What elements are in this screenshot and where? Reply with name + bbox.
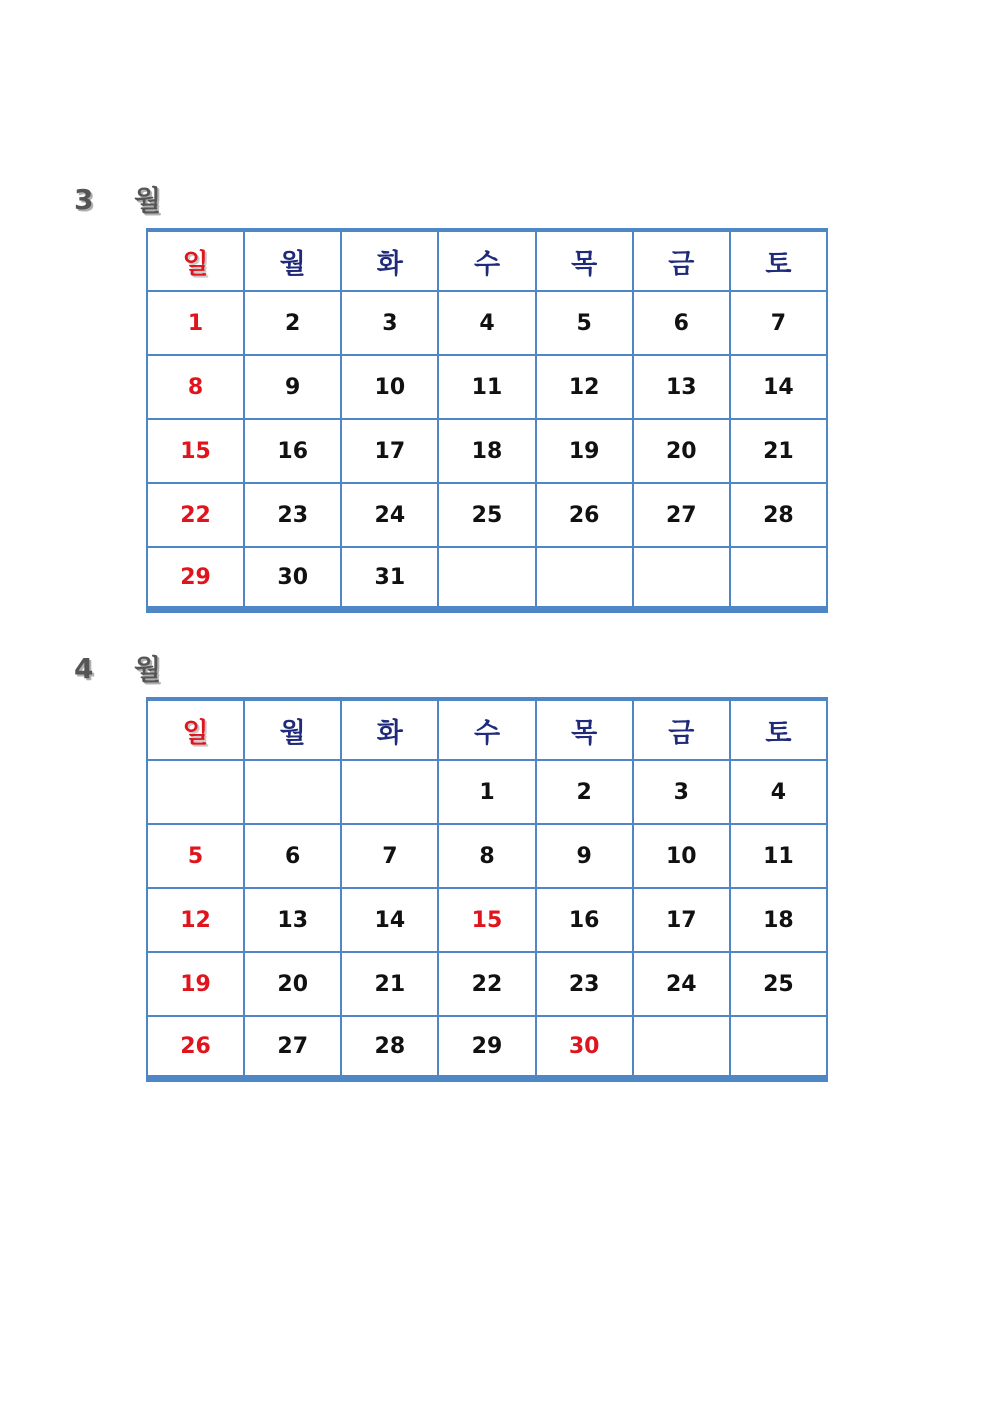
day-cell: 11 — [730, 824, 827, 888]
weekday-wed: 수 — [438, 699, 535, 760]
day-cell: 20 — [633, 419, 730, 483]
day-cell: 8 — [438, 824, 535, 888]
week-row — [147, 952, 827, 1016]
day-cell: 9 — [244, 355, 341, 419]
weekday-sun: 일 — [147, 699, 244, 760]
day-cell: 2 — [244, 291, 341, 355]
empty-day-cell — [438, 547, 535, 610]
weekday-tue: 화 — [341, 699, 438, 760]
week-row — [147, 888, 827, 952]
day-cell: 3 — [633, 760, 730, 824]
day-cell: 18 — [730, 888, 827, 952]
day-cell: 30 — [244, 547, 341, 610]
day-cell: 6 — [244, 824, 341, 888]
day-cell: 16 — [244, 419, 341, 483]
day-cell: 24 — [633, 952, 730, 1016]
empty-day-cell — [244, 760, 341, 824]
week-row — [147, 355, 827, 419]
day-cell: 4 — [730, 760, 827, 824]
month-unit: 월 — [134, 653, 162, 686]
day-cell: 13 — [244, 888, 341, 952]
weekday-tue: 화 — [341, 230, 438, 291]
day-cell: 2 — [536, 760, 633, 824]
empty-day-cell — [730, 547, 827, 610]
day-cell: 26 — [536, 483, 633, 547]
weekday-sun: 일 — [147, 230, 244, 291]
day-cell: 13 — [633, 355, 730, 419]
month-unit: 월 — [134, 184, 162, 217]
day-cell: 23 — [244, 483, 341, 547]
day-cell: 29 — [438, 1016, 535, 1079]
weekday-mon: 월 — [244, 699, 341, 760]
weekday-fri: 금 — [633, 230, 730, 291]
day-cell: 6 — [633, 291, 730, 355]
day-cell: 14 — [341, 888, 438, 952]
day-cell: 14 — [730, 355, 827, 419]
weekday-header-row — [147, 230, 827, 291]
day-cell: 5 — [147, 824, 244, 888]
day-cell: 27 — [633, 483, 730, 547]
weekday-thu: 목 — [536, 230, 633, 291]
day-cell: 18 — [438, 419, 535, 483]
week-row — [147, 760, 827, 824]
empty-day-cell — [341, 760, 438, 824]
day-cell: 17 — [341, 419, 438, 483]
day-cell: 21 — [730, 419, 827, 483]
day-cell: 22 — [147, 483, 244, 547]
calendar-table-march — [146, 228, 828, 613]
day-cell: 29 — [147, 547, 244, 610]
empty-day-cell — [633, 547, 730, 610]
day-cell: 12 — [147, 888, 244, 952]
day-cell: 5 — [536, 291, 633, 355]
day-cell: 4 — [438, 291, 535, 355]
week-row — [147, 483, 827, 547]
week-row — [147, 419, 827, 483]
month-title-april — [74, 648, 161, 688]
day-cell: 3 — [341, 291, 438, 355]
day-cell: 22 — [438, 952, 535, 1016]
day-cell: 10 — [341, 355, 438, 419]
day-cell: 23 — [536, 952, 633, 1016]
day-cell: 1 — [438, 760, 535, 824]
day-cell: 15 — [147, 419, 244, 483]
weekday-wed: 수 — [438, 230, 535, 291]
day-cell: 10 — [633, 824, 730, 888]
month-title-march — [74, 179, 161, 219]
day-cell: 15 — [438, 888, 535, 952]
empty-day-cell — [536, 547, 633, 610]
week-row — [147, 1016, 827, 1079]
weekday-sat: 토 — [730, 699, 827, 760]
day-cell: 28 — [730, 483, 827, 547]
day-cell: 12 — [536, 355, 633, 419]
day-cell: 19 — [536, 419, 633, 483]
week-row — [147, 291, 827, 355]
week-row — [147, 824, 827, 888]
day-cell: 1 — [147, 291, 244, 355]
day-cell: 19 — [147, 952, 244, 1016]
weekday-sat: 토 — [730, 230, 827, 291]
month-number: 4 — [74, 651, 94, 685]
weekday-fri: 금 — [633, 699, 730, 760]
day-cell: 24 — [341, 483, 438, 547]
day-cell: 11 — [438, 355, 535, 419]
day-cell: 16 — [536, 888, 633, 952]
day-cell: 8 — [147, 355, 244, 419]
day-cell: 17 — [633, 888, 730, 952]
day-cell: 25 — [438, 483, 535, 547]
day-cell: 20 — [244, 952, 341, 1016]
day-cell: 7 — [730, 291, 827, 355]
day-cell: 28 — [341, 1016, 438, 1079]
weekday-thu: 목 — [536, 699, 633, 760]
week-row — [147, 547, 827, 610]
empty-day-cell — [730, 1016, 827, 1079]
day-cell: 26 — [147, 1016, 244, 1079]
day-cell: 30 — [536, 1016, 633, 1079]
weekday-header-row — [147, 699, 827, 760]
empty-day-cell — [633, 1016, 730, 1079]
day-cell: 21 — [341, 952, 438, 1016]
empty-day-cell — [147, 760, 244, 824]
calendar-body — [147, 291, 827, 610]
day-cell: 7 — [341, 824, 438, 888]
day-cell: 31 — [341, 547, 438, 610]
weekday-mon: 월 — [244, 230, 341, 291]
calendar-table-april — [146, 697, 828, 1082]
calendar-body — [147, 760, 827, 1079]
day-cell: 27 — [244, 1016, 341, 1079]
day-cell: 25 — [730, 952, 827, 1016]
day-cell: 9 — [536, 824, 633, 888]
month-number: 3 — [74, 182, 94, 216]
